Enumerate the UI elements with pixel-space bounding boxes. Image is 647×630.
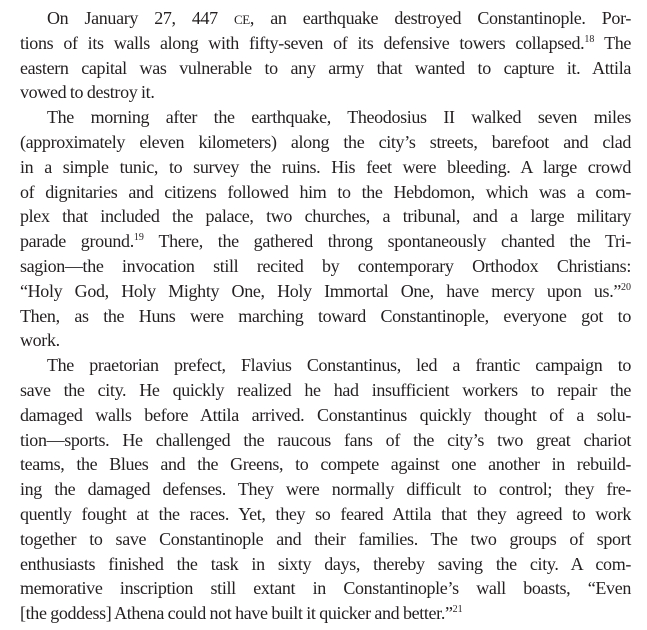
text-segment: The morning after the earthquake, Theodosius II walked seven miles (47, 107, 631, 128)
text-segment: of dignitaries and citizens followed him to the Hebdomon, which was a com- (20, 181, 631, 202)
paragraph (20, 105, 631, 353)
text-segment: parade ground. (20, 231, 134, 252)
text-segment: vowed to destroy it. (20, 82, 155, 103)
text-segment: tions of its walls along with fifty-seven of its defensive towers collapsed. (20, 32, 585, 53)
footnote-reference: 18 (584, 33, 595, 45)
text-line (20, 428, 631, 453)
text-segment: [the goddess] Athena could not have built it quicker and better.” (20, 603, 453, 624)
text-line (20, 155, 631, 180)
text-line (20, 328, 631, 353)
text-segment: On January 27, 447 (47, 8, 234, 28)
text-line (20, 105, 631, 130)
text-segment: tion—sports. He challenged the raucous fans of the city’s two great chariot (20, 429, 631, 450)
text-segment: in a simple tunic, to survey the ruins. His feet were bleeding. A large crowd (20, 156, 631, 177)
text-line (20, 80, 631, 105)
text-line (20, 31, 631, 56)
document-page (20, 6, 631, 626)
text-segment: plex that included the palace, two churches, a tribunal, and a large military (20, 206, 631, 227)
text-line (20, 502, 631, 527)
text-segment: The (594, 32, 631, 53)
text-segment: ing the damaged defenses. They were normally difficult to control; they fre- (20, 479, 631, 500)
text-segment: quently fought at the races. Yet, they so feared Attila that they agreed to work (20, 503, 631, 524)
paragraph (20, 353, 631, 626)
text-line (20, 204, 631, 229)
text-segment: “Holy God, Holy Mighty One, Holy Immortal One, have mercy upon us.” (20, 280, 621, 301)
text-segment: damaged walls before Attila arrived. Constantinus quickly thought of a solu- (20, 404, 631, 425)
text-segment: sagion—the invocation still recited by contemporary Orthodox Christians: (20, 255, 631, 276)
text-line (20, 403, 631, 428)
text-line (20, 601, 631, 626)
text-segment: The praetorian prefect, Flavius Constantinus, led a frantic campaign to (47, 355, 631, 376)
text-line (20, 378, 631, 403)
text-segment: together to save Constantinople and their families. The two groups of sport (20, 528, 631, 549)
text-segment: , an earthquake destroyed Constantinople. Por- (249, 8, 632, 28)
text-line (20, 279, 631, 304)
text-line (20, 477, 631, 502)
text-line (20, 304, 631, 329)
text-segment: save the city. He quickly realized he had insufficient workers to repair the (20, 379, 631, 400)
text-line (20, 576, 631, 601)
text-line (20, 6, 631, 31)
text-segment: teams, the Blues and the Greens, to compete against one another in rebuild- (20, 454, 631, 475)
text-segment: (approximately eleven kilometers) along the city’s streets, barefoot and clad (20, 131, 631, 152)
text-line (20, 552, 631, 577)
text-segment: Then, as the Huns were marching toward Constantinople, everyone got to (20, 305, 631, 326)
text-segment: work. (20, 330, 60, 351)
text-line (20, 180, 631, 205)
text-line (20, 353, 631, 378)
text-segment: enthusiasts finished the task in sixty days, thereby saving the city. A com- (20, 553, 631, 574)
footnote-reference: 19 (133, 232, 144, 244)
paragraph (20, 6, 631, 105)
footnote-reference: 20 (621, 281, 631, 293)
text-line (20, 452, 631, 477)
text-segment: There, the gathered throng spontaneously chanted the Tri- (143, 231, 631, 252)
text-line (20, 229, 631, 254)
footnote-reference: 21 (452, 604, 463, 616)
text-line (20, 254, 631, 279)
text-segment: memorative inscription still extant in Constantinople’s wall boasts, “Even (20, 578, 631, 599)
text-segment: eastern capital was vulnerable to any army that wanted to capture it. Attila (20, 57, 631, 78)
text-segment: ce (233, 8, 250, 28)
text-line (20, 56, 631, 81)
text-line (20, 527, 631, 552)
text-line (20, 130, 631, 155)
